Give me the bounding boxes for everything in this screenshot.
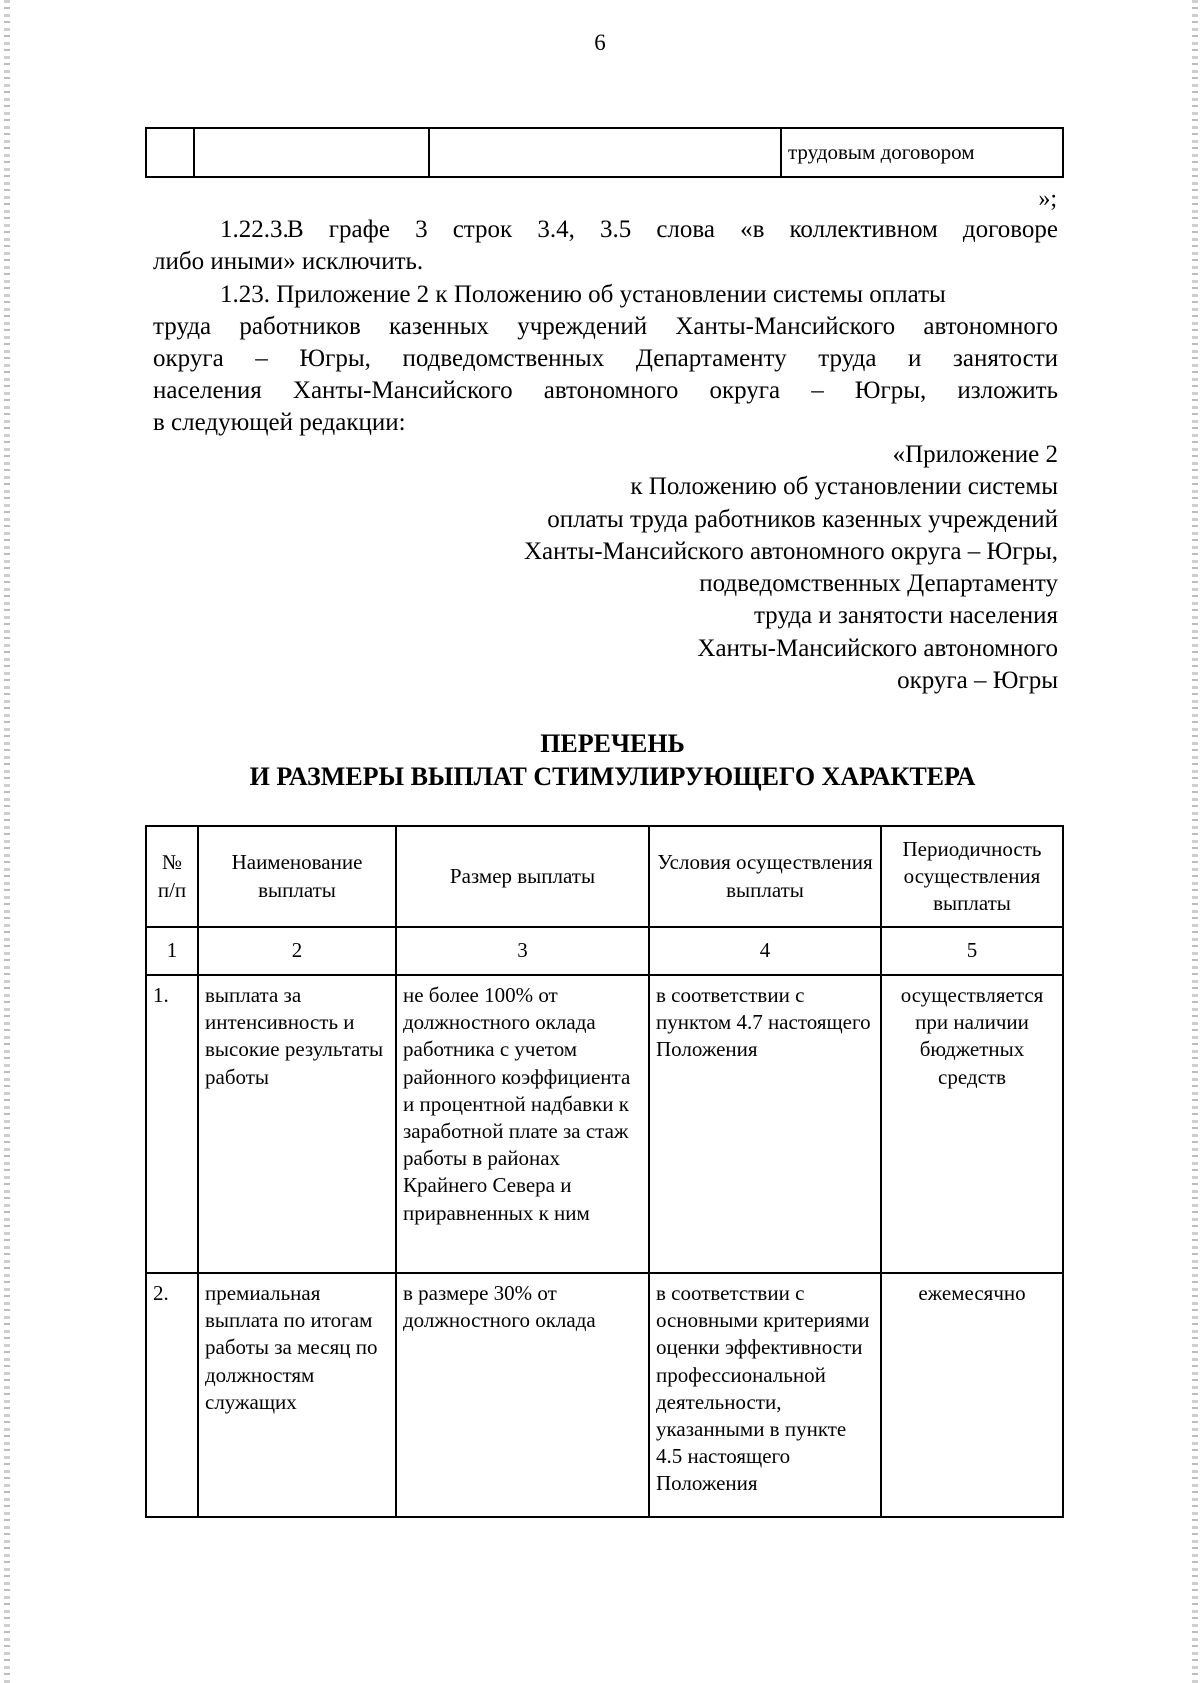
column-header-number: № п/п bbox=[146, 826, 198, 927]
payment-periodicity: осуществляется при наличии бюджетных средств bbox=[881, 975, 1063, 1273]
payment-name: премиальная выплата по итогам работы за месяц по должностям служащих bbox=[198, 1273, 396, 1517]
column-number: 1 bbox=[146, 927, 198, 975]
paragraph-line: в следующей редакции: bbox=[153, 409, 406, 436]
table-cell bbox=[194, 128, 429, 177]
payment-conditions: в соответствии с основными критериями оценки эффективности профессиональной деятельности, указанными в пункте 4.5 настоящего Положения bbox=[649, 1273, 881, 1517]
payment-size: в размере 30% от должностного оклада bbox=[396, 1273, 649, 1517]
column-number-row bbox=[146, 927, 1063, 975]
heading-line: И РАЗМЕРЫ ВЫПЛАТ СТИМУЛИРУЮЩЕГО ХАРАКТЕРА bbox=[249, 762, 976, 791]
paragraph-1-23 bbox=[153, 279, 1058, 439]
payment-size: не более 100% от должностного оклада работника с учетом районного коэффициента и процентной надбавки к заработной плате за стаж работы в районах Крайнего Севера и приравненных к ним bbox=[396, 975, 649, 1273]
appendix-line: Ханты-Мансийского автономного bbox=[697, 634, 1058, 662]
table-row bbox=[146, 1273, 1063, 1517]
table-cell: трудовым договором bbox=[781, 128, 1063, 177]
paragraph-line-text: 1.23. Приложение 2 к Положению об установлении системы оплаты bbox=[220, 281, 946, 308]
column-number: 3 bbox=[396, 927, 649, 975]
payment-periodicity: ежемесячно bbox=[881, 1273, 1063, 1517]
column-header-size: Размер выплаты bbox=[396, 826, 649, 927]
paragraph-line: либо иными» исключить. bbox=[153, 248, 424, 275]
appendix-line: труда и занятости населения bbox=[753, 602, 1058, 630]
previous-table-fragment bbox=[145, 127, 1064, 178]
paragraph-line bbox=[153, 214, 1058, 246]
paragraph-line: округа – Югры, подведомственных Департаменту труда и занятости bbox=[153, 345, 1058, 372]
payment-name: выплата за интенсивность и высокие результаты работы bbox=[198, 975, 396, 1273]
clause-text: В графе 3 строк 3.4, 3.5 слова «в коллективном договоре bbox=[287, 216, 1058, 243]
appendix-line: подведомственных Департаменту bbox=[699, 570, 1058, 598]
document-heading bbox=[150, 727, 1075, 793]
paragraph-line bbox=[153, 279, 1058, 311]
table-row bbox=[146, 128, 1063, 177]
table-header-row bbox=[146, 826, 1063, 927]
column-header-name: Наименование выплаты bbox=[198, 826, 396, 927]
paragraph-1-22-3 bbox=[153, 214, 1058, 278]
paragraph-line: населения Ханты-Мансийского автономного округа – Югры, изложить bbox=[153, 377, 1058, 404]
column-number: 5 bbox=[881, 927, 1063, 975]
appendix-header bbox=[524, 439, 1058, 697]
column-number: 4 bbox=[649, 927, 881, 975]
payments-table bbox=[145, 825, 1064, 1518]
table-cell bbox=[429, 128, 781, 177]
appendix-line: оплаты труда работников казенных учреждений bbox=[547, 505, 1058, 533]
row-number: 1. bbox=[146, 975, 198, 1273]
heading-line: ПЕРЕЧЕНЬ bbox=[540, 729, 685, 758]
row-number: 2. bbox=[146, 1273, 198, 1517]
closing-quote: »; bbox=[1038, 186, 1057, 212]
table-cell bbox=[146, 128, 194, 177]
column-header-conditions: Условия осуществления выплаты bbox=[649, 826, 881, 927]
column-number: 2 bbox=[198, 927, 396, 975]
paragraph-line: труда работников казенных учреждений Ханты-Мансийского автономного bbox=[153, 313, 1058, 340]
appendix-line: Ханты-Мансийского автономного округа – Югры, bbox=[523, 537, 1058, 565]
column-header-periodicity: Периодичность осуществления выплаты bbox=[881, 826, 1063, 927]
appendix-line: «Приложение 2 bbox=[892, 441, 1058, 468]
clause-number: 1.22.3. bbox=[220, 216, 289, 243]
table-row bbox=[146, 975, 1063, 1273]
payment-conditions: в соответствии с пунктом 4.7 настоящего Положения bbox=[649, 975, 881, 1273]
appendix-line: к Положению об установлении системы bbox=[630, 473, 1058, 501]
page-number: 6 bbox=[594, 30, 606, 55]
appendix-line: округа – Югры bbox=[897, 667, 1058, 695]
scan-edge-right bbox=[1192, 0, 1198, 1683]
scan-edge-left bbox=[4, 0, 10, 1683]
